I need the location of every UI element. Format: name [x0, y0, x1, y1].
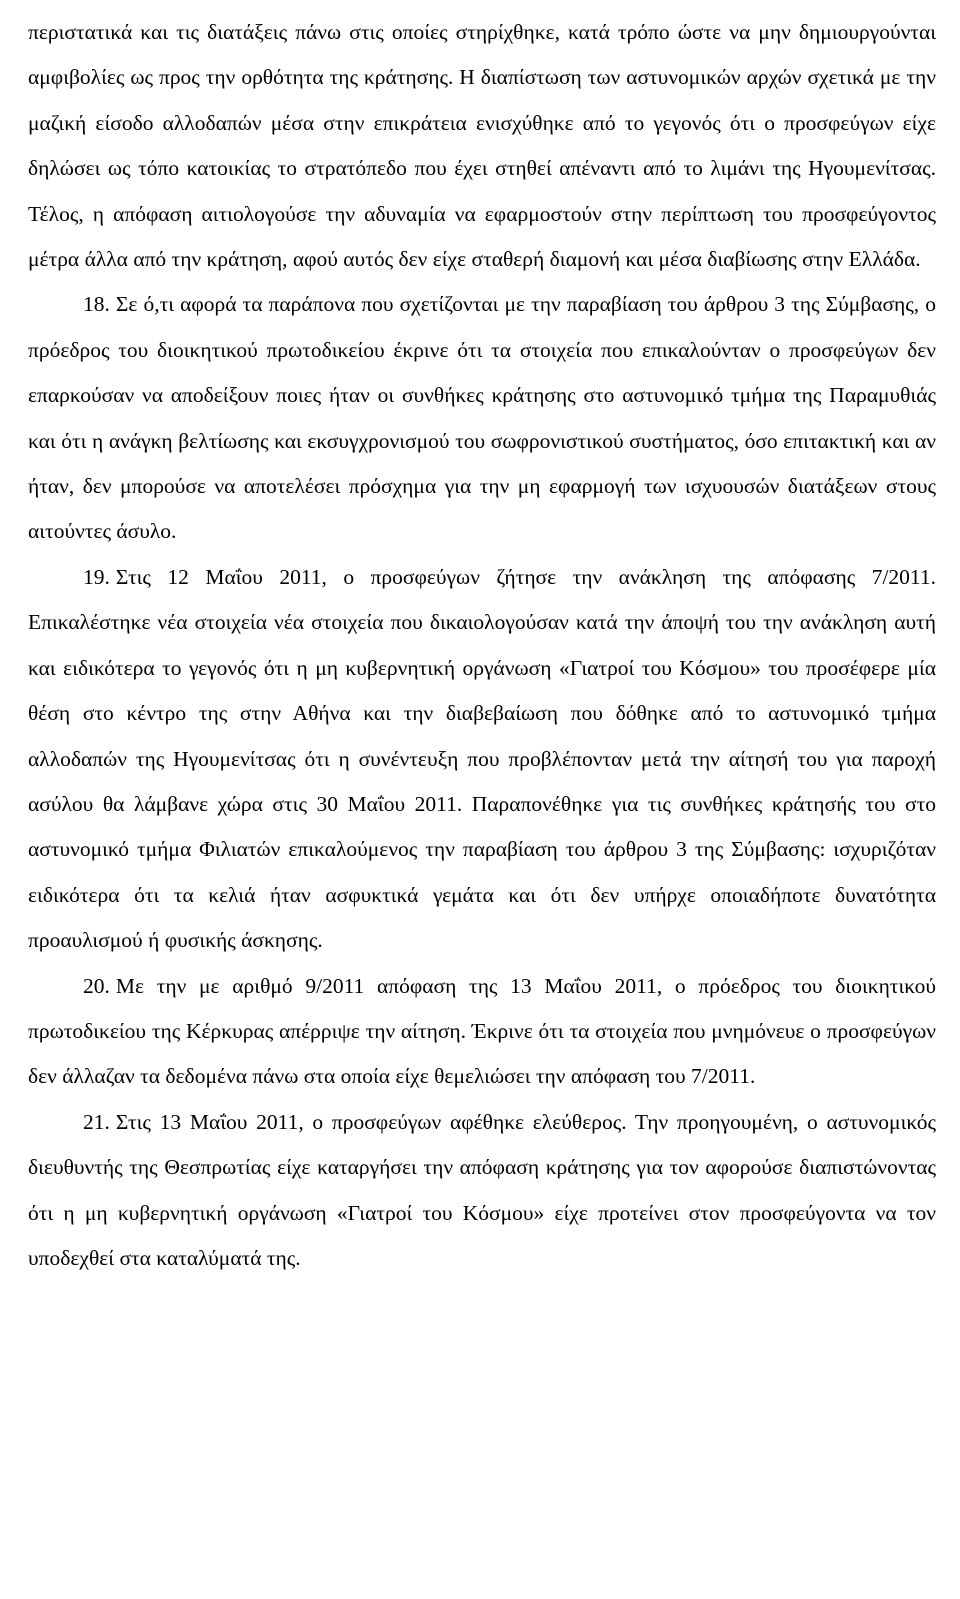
paragraph-number: 20.	[83, 973, 110, 998]
paragraph-text: Στις 13 Μαΐου 2011, ο προσφεύγων αφέθηκε ελεύθερος. Την προηγουμένη, ο αστυνομικός διευθυντής της Θεσπρωτίας είχε καταργήσει την απόφαση κράτησης για τον αφορούσε διαπιστώνοντας ότι η μη κυβερνητική οργάνωση «Γιατροί του Κόσμου» είχε προτείνει στον προσφεύγοντα να τον υποδεχθεί στα καταλύματά της.	[28, 1109, 936, 1270]
paragraph-text: Σε ό,τι αφορά τα παράπονα που σχετίζονται με την παραβίαση του άρθρου 3 της Σύμβασης, ο πρόεδρος του διοικητικού πρωτοδικείου έκρινε ότι τα στοιχεία που επικαλούνταν ο προσφεύγων δεν επαρκούσαν να αποδείξουν ποιες ήταν οι συνθήκες κράτησης στο αστυνομικό τμήμα της Παραμυθιάς και ότι η ανάγκη βελτίωσης και εκσυγχρονισμού του σωφρονιστικού συστήματος, όσο επιτακτική και αν ήταν, δεν μπορούσε να αποτελέσει πρόσχημα για την μη εφαρμογή των ισχυουσών διατάξεων στους αιτούντες άσυλο.	[28, 292, 936, 544]
paragraph-number: 19.	[83, 564, 110, 589]
paragraph-number: 18.	[83, 292, 110, 317]
paragraph-text: Στις 12 Μαΐου 2011, ο προσφεύγων ζήτησε την ανάκληση της απόφασης 7/2011. Επικαλέστηκε νέα στοιχεία νέα στοιχεία που δικαιολογούσαν κατά την άποψή του την ανάκληση αυτή και ειδικότερα το γεγονός ότι η μη κυβερνητική οργάνωση «Γιατροί του Κόσμου» του προσέφερε μία θέση στο κέντρο της στην Αθήνα και την διαβεβαίωση που δόθηκε από το αστυνομικό τμήμα αλλοδαπών της Ηγουμενίτσας ότι η συνέντευξη που προβλέπονταν μετά την αίτησή του για παροχή ασύλου θα λάμβανε χώρα στις 30 Μαΐου 2011. Παραπονέθηκε για τις συνθήκες κράτησής του στο αστυνομικό τμήμα Φιλιατών επικαλούμενος την παραβίαση του άρθρου 3 της Σύμβασης: ισχυριζόταν ειδικότερα ότι τα κελιά ήταν ασφυκτικά γεμάτα και ότι δεν υπήρχε οποιαδήποτε δυνατότητα προαυλισμού ή φυσικής άσκησης.	[28, 564, 936, 953]
paragraph-text: περιστατικά και τις διατάξεις πάνω στις οποίες στηρίχθηκε, κατά τρόπο ώστε να μην δημιουργούνται αμφιβολίες ως προς την ορθότητα της κράτησης. Η διαπίστωση των αστυνομικών αρχών σχετικά με την μαζική είσοδο αλλοδαπών μέσα στην επικράτεια ενισχύθηκε από το γεγονός ότι ο προσφεύγων είχε δηλώσει ως τόπο κατοικίας το στρατόπεδο που έχει στηθεί απέναντι από το λιμάνι της Ηγουμενίτσας. Τέλος, η απόφαση αιτιολογούσε την αδυναμία να εφαρμοστούν στην περίπτωση του προσφεύγοντος μέτρα άλλα από την κράτηση, αφού αυτός δεν είχε σταθερή διαμονή και μέσα διαβίωσης στην Ελλάδα.	[28, 20, 936, 272]
paragraph-19	[28, 555, 936, 964]
paragraph-20	[28, 964, 936, 1100]
paragraph-21	[28, 1100, 936, 1282]
paragraph-text: Με την με αριθμό 9/2011 απόφαση της 13 Μαΐου 2011, ο πρόεδρος του διοικητικού πρωτοδικείου της Κέρκυρας απέρριψε την αίτηση. Έκρινε ότι τα στοιχεία που μνημόνευε ο προσφεύγων δεν άλλαζαν τα δεδομένα πάνω στα οποία είχε θεμελιώσει την απόφαση του 7/2011.	[28, 973, 936, 1089]
paragraph-18	[28, 282, 936, 554]
paragraph-number: 21.	[83, 1109, 110, 1134]
paragraph-continuation	[28, 10, 936, 282]
